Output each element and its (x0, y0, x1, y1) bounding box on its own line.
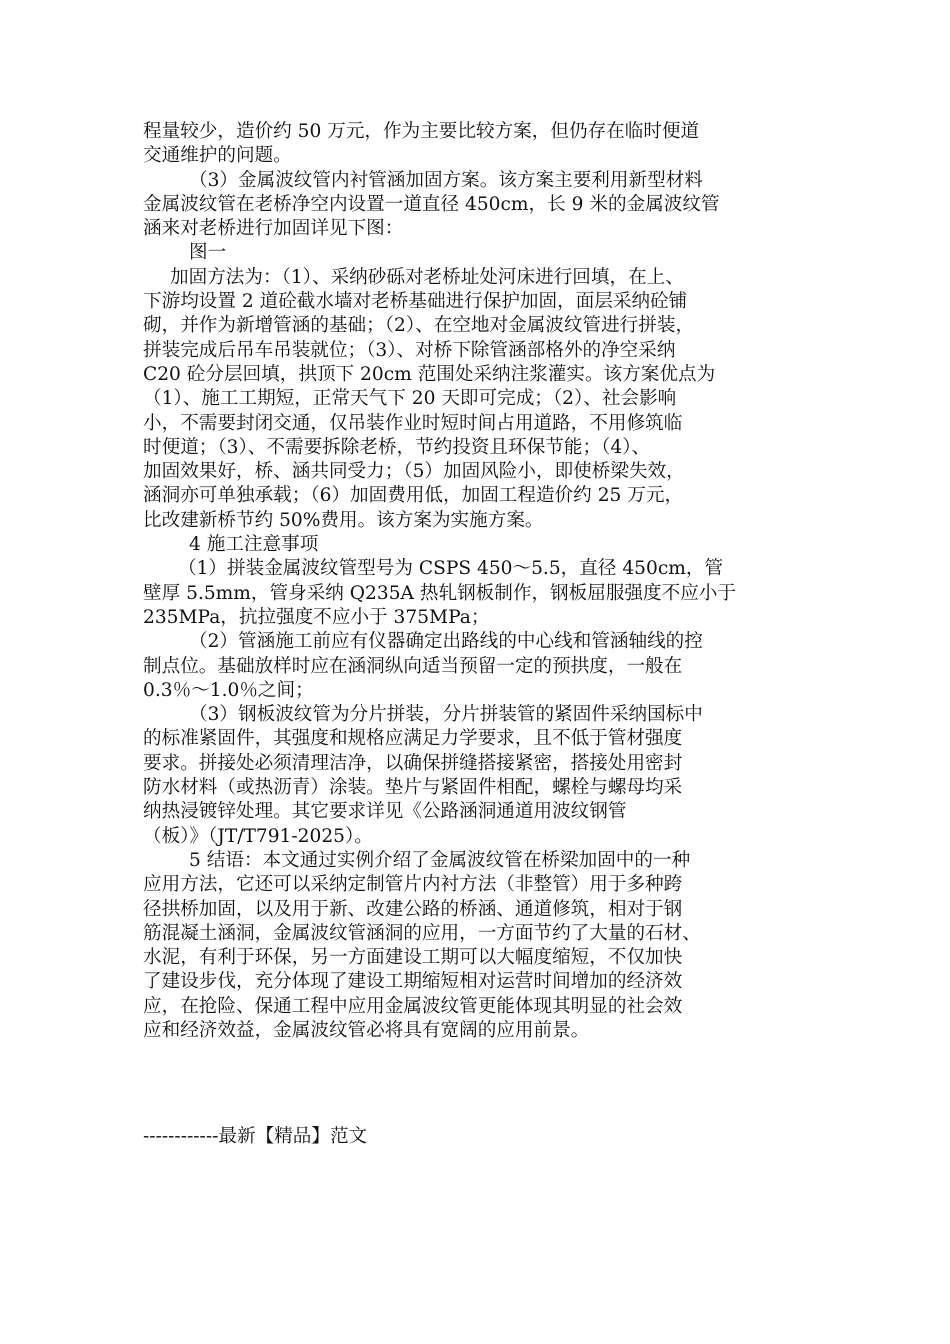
paragraph (143, 727, 813, 848)
text-line: 小，不需要封闭交通，仅吊装作业时短时间占用道路，不用修筑临 (143, 412, 683, 434)
paragraph (143, 290, 813, 533)
paragraph (143, 873, 813, 1043)
text-line: 涵洞亦可单独承载；（6）加固费用低，加固工程造价约 25 万元， (143, 485, 684, 507)
text-line: 拼装完成后吊车吊装就位；（3）、对桥下除管涵部格外的净空采纳 (143, 339, 676, 361)
text-line: 涵来对老桥进行加固详见下图： (143, 218, 404, 240)
text-line: 的标准紧固件，其强度和规格应满足力学要求，且不低于管材强度 (143, 728, 683, 750)
text-line: 比改建新桥节约 50%费用。该方案为实施方案。 (143, 509, 544, 531)
text-line: 5 结语：本文通过实例介绍了金属波纹管在桥梁加固中的一种 (189, 849, 691, 871)
text-line: 了建设步伐，充分体现了建设工期缩短相对运营时间增加的经济效 (143, 971, 683, 993)
document-page (143, 120, 813, 1150)
text-line: 要求。拼接处必须清理洁净，以确保拼缝搭接紧密，搭接处用密封 (143, 752, 683, 774)
text-line: 程量较少，造价约 50 万元，作为主要比较方案，但仍存在临时便道 (143, 121, 700, 142)
paragraph (143, 703, 813, 727)
text-line: 下游均设置 2 道砼截水墙对老桥基础进行保护加固，面层采纳砼铺 (143, 291, 688, 313)
paragraph (143, 193, 813, 242)
text-line: 235MPa，抗拉强度不应小于 375MPa； (143, 606, 490, 628)
text-line: 应用方法，它还可以采纳定制管片内衬方法（非整管）用于多种跨 (143, 874, 683, 896)
paragraph (143, 533, 813, 557)
text-line: 应和经济效益，金属波纹管必将具有宽阔的应用前景。 (143, 1019, 590, 1041)
text-line: 筋混凝土涵洞，金属波纹管涵洞的应用，一方面节约了大量的石材、 (143, 922, 701, 944)
paragraph (143, 655, 813, 704)
body-text (143, 120, 813, 1043)
text-line: 制点位。基础放样时应在涵洞纵向适当预留一定的预拱度，一般在 (143, 655, 683, 677)
text-line: 加固效果好，桥、涵共同受力；（5）加固风险小，即使桥梁失效， (143, 461, 685, 483)
text-line: （板）》（JT/T791-2025）。 (143, 825, 373, 847)
text-line: 水泥，有利于环保，另一方面建设工期可以大幅度缩短，不仅加快 (143, 947, 683, 969)
text-line: 砌，并作为新增管涵的基础；（2）、在空地对金属波纹管进行拼装， (143, 315, 695, 337)
paragraph (143, 557, 813, 581)
paragraph (143, 630, 813, 654)
text-line: （1）拼装金属波纹管型号为 CSPS 450～5.5，直径 450cm，管 (178, 558, 724, 580)
text-line: （1）、施工工期短，正常天气下 20 天即可完成；（2）、社会影响 (143, 388, 677, 410)
text-line: 壁厚 5.5mm，管身采纳 Q235A 热轧钢板制作，钢板屈服强度不应小于 (143, 582, 736, 604)
text-line: 加固方法为：（1）、采纳砂砾对老桥址处河床进行回填，在上、 (170, 266, 684, 288)
text-line: （3）钢板波纹管为分片拼装，分片拼装管的紧固件采纳国标中 (189, 704, 703, 726)
text-line: 纳热浸镀锌处理。其它要求详见《公路涵洞通道用波纹钢管 (143, 801, 627, 823)
text-line: 应，在抢险、保通工程中应用金属波纹管更能体现其明显的社会效 (143, 995, 683, 1017)
paragraph (143, 169, 813, 193)
text-line: （3）金属波纹管内衬管涵加固方案。该方案主要利用新型材料 (189, 169, 703, 191)
text-line: C20 砼分层回填，拱顶下 20cm 范围处采纳注浆灌实。该方案优点为 (143, 363, 716, 385)
paragraph (143, 241, 813, 265)
text-line: 图一 (189, 242, 227, 264)
footer-text: ------------最新【精品】范文 (143, 1126, 368, 1148)
paragraph (143, 266, 813, 290)
text-line: （2）管涵施工前应有仪器确定出路线的中心线和管涵轴线的控 (189, 631, 703, 653)
text-line: 金属波纹管在老桥净空内设置一道直径 450cm，长 9 米的金属波纹管 (143, 193, 720, 215)
paragraph (143, 849, 813, 873)
text-line: 4 施工注意事项 (189, 534, 319, 556)
text-line: 防水材料（或热沥青）涂装。垫片与紧固件相配，螺栓与螺母均采 (143, 777, 683, 799)
text-line: 径拱桥加固，以及用于新、改建公路的桥涵、通道修筑，相对于钢 (143, 898, 683, 920)
spacer (143, 1043, 813, 1125)
paragraph (143, 582, 813, 631)
text-line: 时便道；（3）、不需要拆除老桥，节约投资且环保节能；（4）、 (143, 436, 651, 458)
text-line: 0.3％～1.0％之间； (143, 679, 314, 701)
text-line: 交通维护的问题。 (143, 145, 292, 167)
paragraph (143, 120, 813, 169)
